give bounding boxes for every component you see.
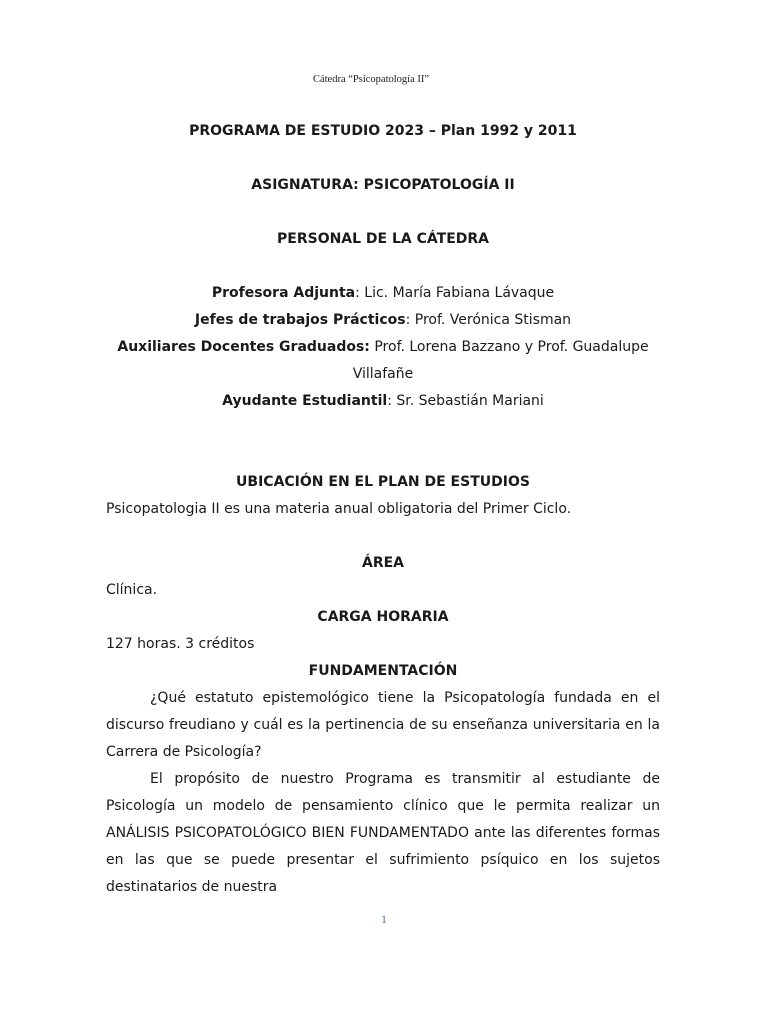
subject-title: ASIGNATURA: PSICOPATOLOGÍA II <box>251 177 515 193</box>
staff-entry: Profesora Adjunta: Lic. María Fabiana Lávaque <box>211 285 555 301</box>
staff-entry <box>106 334 660 388</box>
ubicacion-heading: UBICACIÓN EN EL PLAN DE ESTUDIOS <box>236 474 530 490</box>
fundamentacion-paragraph: El propósito de nuestro Programa es transmitir al estudiante de Psicología un modelo de pensamiento clínico que le permita realizar un ANÁLISIS PSICOPATOLÓGICO BIEN FUNDAMENTADO ante las diferentes formas en las que se puede presentar el sufrimiento psíquico en los sujetos destinatarios de nuestra <box>106 771 660 895</box>
staff-names: Prof. Lorena Bazzano y Prof. Guadalupe Villafañe <box>352 339 649 382</box>
fundamentacion-paragraph: ¿Qué estatuto epistemológico tiene la Psicopatología fundada en el discurso freudiano y cuál es la pertinencia de su enseñanza universitaria en la Carrera de Psicología? <box>106 690 660 760</box>
staff-names: Sr. Sebastián Mariani <box>396 393 544 409</box>
document-body <box>106 118 660 901</box>
fundamentacion-heading: FUNDAMENTACIÓN <box>308 663 458 679</box>
ubicacion-text: Psicopatologia II es una materia anual obligatoria del Primer Ciclo. <box>106 501 572 517</box>
staff-names: Lic. María Fabiana Lávaque <box>364 285 555 301</box>
staff-list <box>106 280 660 415</box>
area-heading: ÁREA <box>361 555 404 571</box>
program-title: PROGRAMA DE ESTUDIO 2023 – Plan 1992 y 2011 <box>189 123 577 139</box>
staff-entry: Ayudante Estudiantil: Sr. Sebastián Mariani <box>222 393 544 409</box>
carga-heading: CARGA HORARIA <box>317 609 449 625</box>
staff-entry: Jefes de trabajos Prácticos: Prof. Verónica Stisman <box>194 312 572 328</box>
running-title: Cátedra “Psicopatología II” <box>312 74 430 85</box>
staff-heading: PERSONAL DE LA CÁTEDRA <box>277 231 489 247</box>
area-text: Clínica. <box>106 582 158 598</box>
carga-text: 127 horas. 3 créditos <box>106 636 255 652</box>
staff-role: Jefes de trabajos Prácticos <box>194 312 406 328</box>
page-number: 1 <box>381 912 387 926</box>
running-header <box>0 74 768 85</box>
staff-role: Ayudante Estudiantil <box>222 393 388 409</box>
staff-names: Prof. Verónica Stisman <box>414 312 572 328</box>
staff-role: Auxiliares Docentes Graduados: <box>117 339 370 355</box>
staff-role: Profesora Adjunta <box>211 285 356 301</box>
